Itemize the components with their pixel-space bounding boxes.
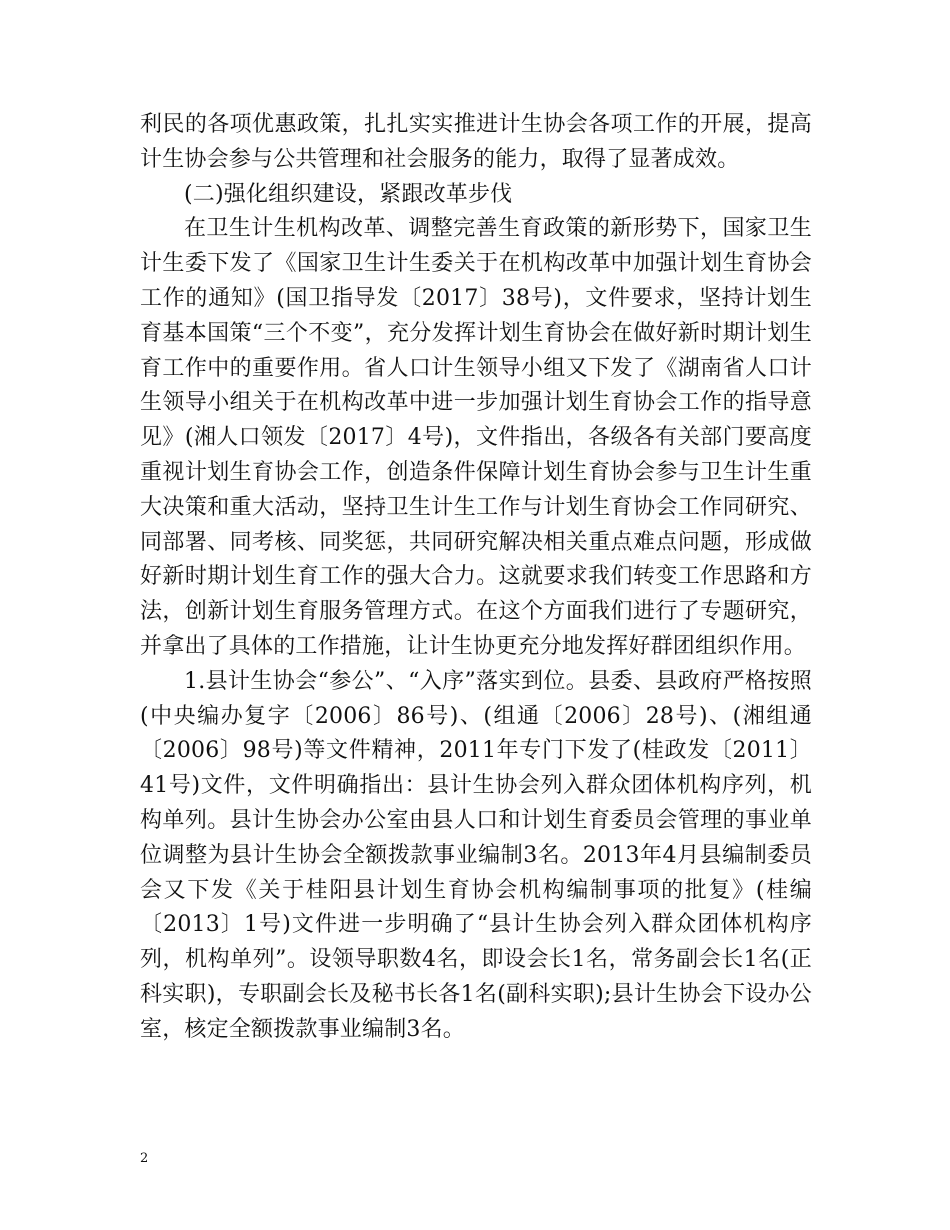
paragraph-reform: 在卫生计生机构改革、调整完善生育政策的新形势下，国家卫生计生委下发了《国家卫生计生委关于在机构改革中加强计划生育协会工作的通知》(国卫指导发〔2017〕38号)，文件要求，坚持计划生育基本国策“三个不变”，充分发挥计划生育协会在做好新时期计划生育工作中的重要作用。省人口计生领导小组又下发了《湖南省人口计生领导小组关于在机构改革中进一步加强计划生育协会工作的指导意见》(湘人口领发〔2017〕4号)，文件指出，各级各有关部门要高度重视计划生育协会工作，创造条件保障计划生育协会参与卫生计生重大决策和重大活动，坚持卫生计生工作与计划生育协会工作同研究、同部署、同考核、同奖惩，共同研究解决相关重点难点问题，形成做好新时期计划生育工作的强大合力。这就要求我们转变工作思路和方法，创新计划生育服务管理方式。在这个方面我们进行了专题研究，并拿出了具体的工作措施，让计生协更充分地发挥好群团组织作用。 <box>140 216 812 659</box>
paragraph-continuation: 利民的各项优惠政策，扎扎实实推进计生协会各项工作的开展，提高计生协会参与公共管理和社会服务的能力，取得了显著成效。 <box>140 112 812 172</box>
section-heading: (二)强化组织建设，紧跟改革步伐 <box>184 181 513 207</box>
page-number: 2 <box>140 1151 149 1166</box>
document-body <box>140 108 812 1048</box>
paragraph-item-1: 1.县计生协会“参公”、“入序”落实到位。县委、县政府严格按照(中央编办复字〔2006〕86号)、(组通〔2006〕28号)、(湘组通〔2006〕98号)等文件精神，2011年专门下发了(桂政发〔2011〕41号)文件，文件明确指出：县计生协会列入群众团体机构序列，机构单列。县计生协会办公室由县人口和计划生育委员会管理的事业单位调整为县计生协会全额拨款事业编制3名。2013年4月县编制委员会又下发《关于桂阳县计划生育协会机构编制事项的批复》(桂编〔2013〕1号)文件进一步明确了“县计生协会列入群众团体机构序列，机构单列”。设领导职数4名，即设会长1名，常务副会长1名(正科实职)，专职副会长及秘书长各1名(副科实职);县计生协会下设办公室，核定全额拨款事业编制3名。 <box>140 668 812 1042</box>
